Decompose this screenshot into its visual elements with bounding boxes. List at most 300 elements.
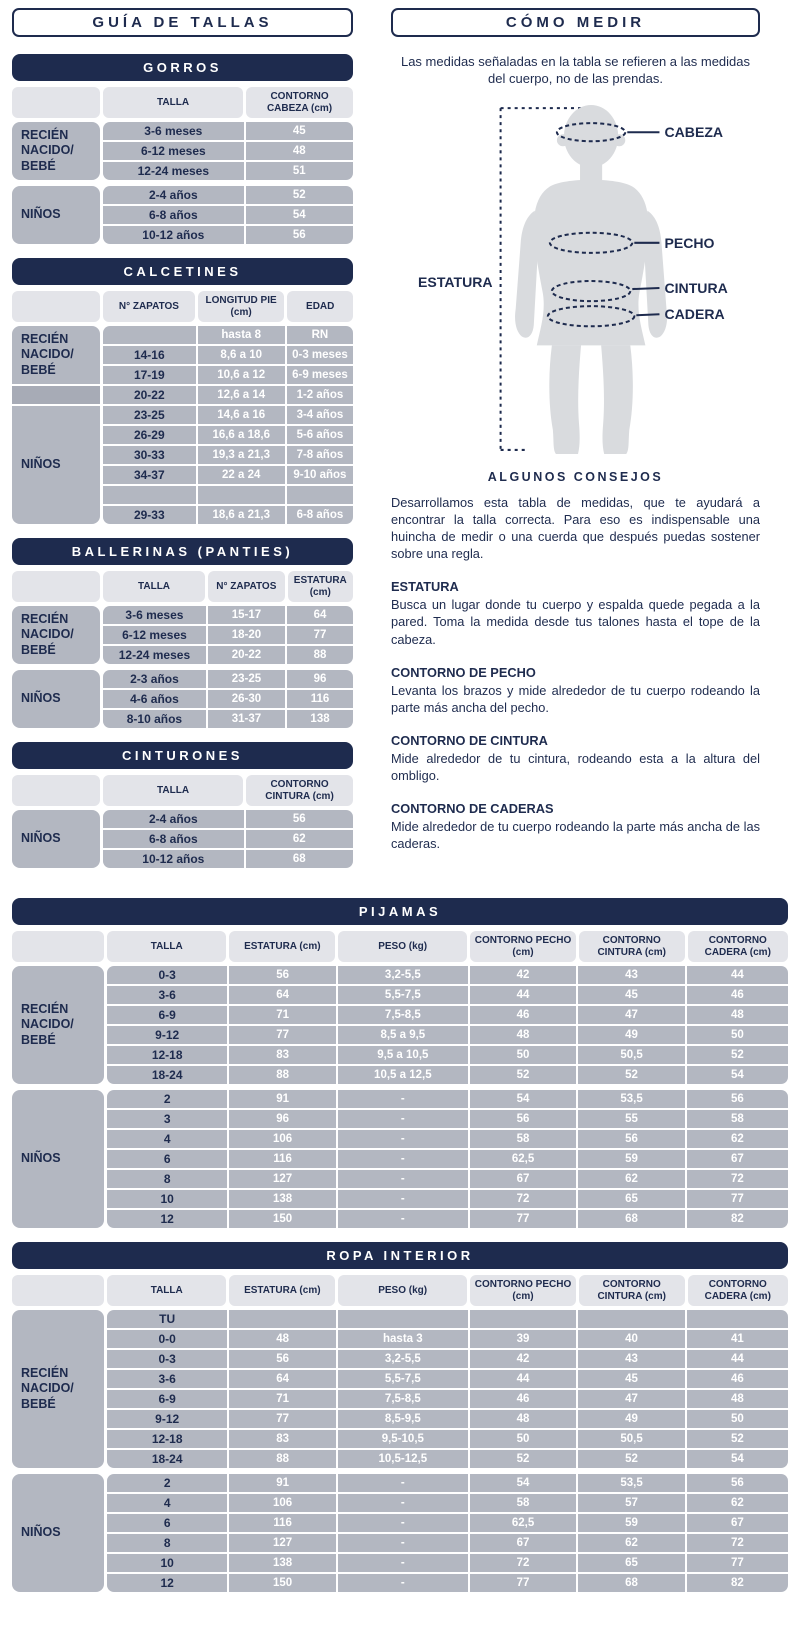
- table-cell: [338, 1310, 468, 1328]
- table-cell: 2-3 años: [103, 670, 206, 688]
- table-cell: 56: [229, 1350, 336, 1368]
- table-row: [107, 1026, 788, 1044]
- table-cell: 116: [229, 1514, 336, 1532]
- table-row: [107, 1370, 788, 1388]
- row-group-label-text: NIÑOS: [21, 691, 61, 706]
- table-cell: 52: [470, 1066, 577, 1084]
- table-cell: 34-37: [103, 466, 196, 484]
- table-cell: 0-3 meses: [287, 346, 353, 364]
- table-cell: 29-33: [103, 506, 196, 524]
- table-cell: 88: [229, 1450, 336, 1468]
- table-cell: 82: [687, 1210, 788, 1228]
- table-cell: 12: [107, 1210, 227, 1228]
- table-cell: 12: [107, 1574, 227, 1592]
- table-cell: 65: [578, 1190, 685, 1208]
- table-cell: 116: [229, 1150, 336, 1168]
- column-header: TALLA: [103, 775, 243, 806]
- table-row: [107, 1450, 788, 1468]
- table-cell: -: [338, 1170, 468, 1188]
- table-cell: 0-3: [107, 1350, 227, 1368]
- table-cell: 68: [578, 1210, 685, 1228]
- column-header: CONTORNO CADERA (cm): [688, 1275, 788, 1306]
- table-cell: 7-8 años: [287, 446, 353, 464]
- size-guide-title: GUÍA DE TALLAS: [12, 8, 353, 37]
- table-cell: 47: [578, 1006, 685, 1024]
- measure-section-text: Mide alrededor de tu cuerpo rodeando la parte más ancha de las caderas.: [391, 819, 760, 852]
- table-cell: 0-0: [107, 1330, 227, 1348]
- top-two-column-area: [12, 8, 788, 882]
- table-row: [103, 646, 353, 664]
- table-cell: 54: [246, 206, 353, 224]
- table-row-group: [12, 1474, 788, 1592]
- table-row-group: [12, 122, 353, 180]
- table-cell: 8,5-9,5: [338, 1410, 468, 1428]
- table-cell: 52: [246, 186, 353, 204]
- measure-section-text: Mide alrededor de tu cintura, rodeando esta a la altura del ombligo.: [391, 751, 760, 784]
- row-group-label-text: RECIÉN NACIDO/ BEBÉ: [21, 332, 74, 377]
- table-cell: 59: [578, 1514, 685, 1532]
- table-cell: 64: [229, 986, 336, 1004]
- table-cell: 3-6 meses: [103, 122, 244, 140]
- table-cell: 127: [229, 1534, 336, 1552]
- table-body: [107, 966, 788, 1084]
- table-cell: 10-12 años: [103, 226, 244, 244]
- table-cell: 42: [470, 1350, 577, 1368]
- row-group-label: [12, 1474, 104, 1592]
- table-cell: 56: [687, 1090, 788, 1108]
- table-cell: 54: [470, 1474, 577, 1492]
- table-cell: 71: [229, 1006, 336, 1024]
- table-cell: 56: [687, 1474, 788, 1492]
- table-calcetines: [12, 258, 353, 524]
- table-cell: 43: [578, 966, 685, 984]
- table-body: [103, 122, 353, 180]
- table-cell: 96: [287, 670, 353, 688]
- table-cell: 8,5 a 9,5: [338, 1026, 468, 1044]
- table-row: [107, 1190, 788, 1208]
- table-cell: 62,5: [470, 1514, 577, 1532]
- table-body: [103, 186, 353, 244]
- row-group-label-segment: [12, 326, 100, 384]
- table-cell: -: [338, 1210, 468, 1228]
- table-cell: 10,5 a 12,5: [338, 1066, 468, 1084]
- table-row: [107, 966, 788, 984]
- column-header: CONTORNO CINTURA (cm): [246, 775, 353, 806]
- table-cell: 106: [229, 1130, 336, 1148]
- table-cell: [578, 1310, 685, 1328]
- section-header-ropa_interior: ROPA INTERIOR: [12, 1242, 788, 1269]
- estatura-label: ESTATURA: [417, 273, 493, 290]
- column-header-blank: [12, 931, 104, 962]
- table-cell: 46: [687, 1370, 788, 1388]
- table-cell: 48: [470, 1026, 577, 1044]
- table-cell: 82: [687, 1574, 788, 1592]
- table-cell: 77: [229, 1026, 336, 1044]
- table-cell: 65: [578, 1554, 685, 1572]
- table-cell: 116: [287, 690, 353, 708]
- table-ropa-interior: [12, 1242, 788, 1592]
- table-cell: 77: [470, 1574, 577, 1592]
- table-cell: 67: [687, 1150, 788, 1168]
- table-row: [107, 1150, 788, 1168]
- table-cell: 6-8 años: [103, 206, 244, 224]
- table-cell: 88: [229, 1066, 336, 1084]
- table-row: [107, 1110, 788, 1128]
- table-cell: 138: [229, 1190, 336, 1208]
- table-header-row: [12, 775, 353, 806]
- table-cell: 3,2-5,5: [338, 966, 468, 984]
- table-cell: 6: [107, 1150, 227, 1168]
- table-cell: [687, 1310, 788, 1328]
- table-row: [103, 466, 353, 484]
- table-cell: 127: [229, 1170, 336, 1188]
- table-row: [103, 226, 353, 244]
- table-cell: 4-6 años: [103, 690, 206, 708]
- table-cell: 52: [578, 1450, 685, 1468]
- table-row: [103, 690, 353, 708]
- table-cell: 12-24 meses: [103, 646, 206, 664]
- table-cell: 20-22: [208, 646, 285, 664]
- table-row: [107, 1130, 788, 1148]
- table-cell: 138: [229, 1554, 336, 1572]
- table-cell: 50,5: [578, 1046, 685, 1064]
- left-column: [12, 8, 353, 882]
- table-cell: 96: [229, 1110, 336, 1128]
- table-cell: 56: [578, 1130, 685, 1148]
- table-row: [107, 1210, 788, 1228]
- table-row: [103, 670, 353, 688]
- table-cell: 6-8 años: [287, 506, 353, 524]
- table-row: [103, 446, 353, 464]
- table-cell: 6-9: [107, 1006, 227, 1024]
- column-header: PESO (kg): [338, 931, 467, 962]
- row-group-label-text: RECIÉN NACIDO/ BEBÉ: [21, 1002, 74, 1047]
- table-cell: 88: [287, 646, 353, 664]
- table-cell: 53,5: [578, 1090, 685, 1108]
- table-cell: -: [338, 1574, 468, 1592]
- measure-section-estatura: [391, 579, 760, 647]
- table-cell: [287, 486, 353, 504]
- table-cell: 31-37: [208, 710, 285, 728]
- table-cell: 46: [470, 1006, 577, 1024]
- table-cell: 5,5-7,5: [338, 986, 468, 1004]
- table-cell: 41: [687, 1330, 788, 1348]
- column-header: CONTORNO CABEZA (cm): [246, 87, 353, 118]
- row-group-label: [12, 122, 100, 180]
- table-cell: 19,3 a 21,3: [198, 446, 285, 464]
- row-group-label: [12, 966, 104, 1084]
- table-cell: 45: [578, 1370, 685, 1388]
- table-cell: 64: [229, 1370, 336, 1388]
- table-row: [107, 1574, 788, 1592]
- row-group-label-text: NIÑOS: [21, 1525, 61, 1540]
- cintura-label: CINTURA: [663, 279, 728, 296]
- measure-section-title: CONTORNO DE CADERAS: [391, 801, 554, 817]
- table-cell: 46: [687, 986, 788, 1004]
- table-cell: 43: [578, 1350, 685, 1368]
- column-header: TALLA: [107, 931, 226, 962]
- table-cell: 64: [287, 606, 353, 624]
- column-header-blank: [12, 291, 100, 322]
- table-row: [107, 1090, 788, 1108]
- table-cell: 50: [470, 1046, 577, 1064]
- table-row: [107, 1330, 788, 1348]
- row-group-label-segment: [12, 406, 100, 524]
- column-header: CONTORNO CADERA (cm): [688, 931, 788, 962]
- measure-section-title: ESTATURA: [391, 579, 459, 595]
- row-group-label-text: NIÑOS: [21, 831, 61, 846]
- table-cell: 3: [107, 1110, 227, 1128]
- table-cell: 77: [470, 1210, 577, 1228]
- table-body: [103, 606, 353, 664]
- row-group-label: [12, 1310, 104, 1468]
- section-header-cinturones: CINTURONES: [12, 742, 353, 769]
- row-group-label-text: RECIÉN NACIDO/ BEBÉ: [21, 612, 74, 657]
- column-header: ESTATURA (cm): [229, 931, 335, 962]
- column-header: CONTORNO PECHO (cm): [470, 1275, 576, 1306]
- row-group-label: [12, 606, 100, 664]
- table-cell: 48: [687, 1006, 788, 1024]
- section-header-ballerinas: BALLERINAS (PANTIES): [12, 538, 353, 565]
- table-cell: 51: [246, 162, 353, 180]
- column-header-blank: [12, 87, 100, 118]
- column-header: N° ZAPATOS: [103, 291, 195, 322]
- table-row: [107, 1350, 788, 1368]
- table-row: [107, 986, 788, 1004]
- table-cell: 12-18: [107, 1046, 227, 1064]
- table-row: [107, 1170, 788, 1188]
- table-cell: 15-17: [208, 606, 285, 624]
- table-cell: 45: [578, 986, 685, 1004]
- table-cell: RN: [287, 326, 353, 344]
- table-row: [103, 206, 353, 224]
- table-row: [103, 506, 353, 524]
- row-group-label: [12, 670, 100, 728]
- table-row: [107, 1066, 788, 1084]
- table-row-group: [12, 606, 353, 664]
- table-cell: 3-6: [107, 986, 227, 1004]
- column-header: EDAD: [287, 291, 353, 322]
- table-cell: 44: [687, 966, 788, 984]
- table-cell: 18,6 a 21,3: [198, 506, 285, 524]
- table-row: [103, 830, 353, 848]
- table-cell: [198, 486, 285, 504]
- table-row-group: [12, 326, 353, 524]
- column-header: CONTORNO CINTURA (cm): [579, 931, 685, 962]
- column-header: TALLA: [107, 1275, 226, 1306]
- table-row: [103, 850, 353, 868]
- table-cell: 4: [107, 1494, 227, 1512]
- row-group-label: [12, 1090, 104, 1228]
- table-cell: 52: [687, 1046, 788, 1064]
- table-row-group: [12, 1310, 788, 1468]
- table-cell: 26-30: [208, 690, 285, 708]
- table-cell: 22 a 24: [198, 466, 285, 484]
- table-header-row: [12, 87, 353, 118]
- table-cell: 20-22: [103, 386, 196, 404]
- table-row: [103, 142, 353, 160]
- table-cell: 9,5-10,5: [338, 1430, 468, 1448]
- table-body: [107, 1474, 788, 1592]
- table-cell: -: [338, 1554, 468, 1572]
- table-row: [103, 386, 353, 404]
- table-cell: 77: [687, 1190, 788, 1208]
- table-row: [103, 366, 353, 384]
- table-cell: 44: [470, 1370, 577, 1388]
- table-cell: 9-12: [107, 1410, 227, 1428]
- table-cell: 56: [246, 226, 353, 244]
- table-cell: -: [338, 1150, 468, 1168]
- table-row-group: [12, 670, 353, 728]
- table-cell: 62: [687, 1130, 788, 1148]
- table-row: [103, 122, 353, 140]
- table-cell: 17-19: [103, 366, 196, 384]
- table-cell: 62: [246, 830, 353, 848]
- row-group-label: [12, 326, 100, 524]
- table-cell: 52: [470, 1450, 577, 1468]
- table-row: [107, 1514, 788, 1532]
- row-group-label-text: NIÑOS: [21, 1151, 61, 1166]
- table-cell: 2-4 años: [103, 186, 244, 204]
- table-cell: 3-6: [107, 1370, 227, 1388]
- table-cell: 54: [687, 1450, 788, 1468]
- table-cell: -: [338, 1090, 468, 1108]
- table-cell: 10: [107, 1190, 227, 1208]
- table-cell: 3-6 meses: [103, 606, 206, 624]
- table-cell: 14-16: [103, 346, 196, 364]
- table-cell: 77: [287, 626, 353, 644]
- table-cell: 23-25: [208, 670, 285, 688]
- table-cell: 72: [470, 1190, 577, 1208]
- table-row: [103, 626, 353, 644]
- table-row: [107, 1390, 788, 1408]
- table-cell: TU: [107, 1310, 227, 1328]
- table-row-group: [12, 810, 353, 868]
- table-cell: 6: [107, 1514, 227, 1532]
- table-row-group: [12, 186, 353, 244]
- table-cell: 72: [687, 1170, 788, 1188]
- table-cell: 8: [107, 1534, 227, 1552]
- table-cell: 30-33: [103, 446, 196, 464]
- table-cell: 12-18: [107, 1430, 227, 1448]
- table-cell: 8,6 a 10: [198, 346, 285, 364]
- table-row: [107, 1410, 788, 1428]
- table-cell: 50,5: [578, 1430, 685, 1448]
- table-cell: 77: [229, 1410, 336, 1428]
- table-row: [103, 710, 353, 728]
- table-cell: 40: [578, 1330, 685, 1348]
- table-cell: -: [338, 1190, 468, 1208]
- table-cell: [103, 486, 196, 504]
- column-header: ESTATURA (cm): [288, 571, 353, 602]
- table-cell: 3-4 años: [287, 406, 353, 424]
- table-cell: 59: [578, 1150, 685, 1168]
- table-cell: 68: [246, 850, 353, 868]
- table-row: [107, 1474, 788, 1492]
- table-cell: 57: [578, 1494, 685, 1512]
- table-body: [103, 810, 353, 868]
- table-header-row: [12, 1275, 788, 1306]
- table-row: [103, 406, 353, 424]
- table-cell: 138: [287, 710, 353, 728]
- section-header-gorros: GORROS: [12, 54, 353, 81]
- table-row: [107, 1494, 788, 1512]
- table-cell: 10: [107, 1554, 227, 1572]
- table-cell: 62: [578, 1170, 685, 1188]
- table-cell: 23-25: [103, 406, 196, 424]
- table-cell: 1-2 años: [287, 386, 353, 404]
- measure-section-text: Levanta los brazos y mide alrededor de tu cuerpo rodeando la parte más ancha del pecho.: [391, 682, 760, 715]
- table-cell: 6-8 años: [103, 830, 244, 848]
- table-cell: 2: [107, 1090, 227, 1108]
- table-row: [107, 1046, 788, 1064]
- table-cell: 83: [229, 1046, 336, 1064]
- table-cell: 53,5: [578, 1474, 685, 1492]
- table-row: [103, 186, 353, 204]
- table-row: [103, 486, 353, 504]
- table-header-row: [12, 291, 353, 322]
- table-cell: 44: [470, 986, 577, 1004]
- table-cell: 2-4 años: [103, 810, 244, 828]
- table-row-group: [12, 966, 788, 1084]
- how-to-measure-title: CÓMO MEDIR: [391, 8, 760, 37]
- column-header: PESO (kg): [338, 1275, 467, 1306]
- table-row: [103, 426, 353, 444]
- body-diagram-svg: [400, 94, 752, 461]
- cadera-label: CADERA: [663, 306, 725, 323]
- column-header-blank: [12, 1275, 104, 1306]
- table-body: [107, 1090, 788, 1228]
- table-cell: 150: [229, 1574, 336, 1592]
- table-cell: 58: [470, 1494, 577, 1512]
- table-cell: 67: [470, 1170, 577, 1188]
- table-cell: 2: [107, 1474, 227, 1492]
- table-cell: 18-24: [107, 1450, 227, 1468]
- table-cell: 6-12 meses: [103, 142, 244, 160]
- column-header: CONTORNO PECHO (cm): [470, 931, 576, 962]
- full-width-tables: [12, 898, 788, 1592]
- how-to-measure-column: [391, 8, 788, 882]
- cabeza-label: CABEZA: [663, 124, 723, 141]
- column-header: ESTATURA (cm): [229, 1275, 335, 1306]
- table-cell: 71: [229, 1390, 336, 1408]
- table-row: [103, 346, 353, 364]
- table-header-row: [12, 931, 788, 962]
- table-row: [107, 1310, 788, 1328]
- table-cell: 91: [229, 1474, 336, 1492]
- measure-section-cintura: [391, 733, 760, 784]
- row-group-label-text: [12, 392, 25, 398]
- table-row: [107, 1554, 788, 1572]
- table-cell: -: [338, 1130, 468, 1148]
- column-header: LONGITUD PIE (cm): [198, 291, 285, 322]
- table-cell: 68: [578, 1574, 685, 1592]
- pecho-label: PECHO: [663, 234, 714, 251]
- table-cell: 9,5 a 10,5: [338, 1046, 468, 1064]
- table-cell: -: [338, 1474, 468, 1492]
- table-row: [107, 1430, 788, 1448]
- table-cell: 54: [470, 1090, 577, 1108]
- table-cell: 44: [687, 1350, 788, 1368]
- table-cell: 50: [687, 1410, 788, 1428]
- table-cell: 7,5-8,5: [338, 1390, 468, 1408]
- row-group-label-text: NIÑOS: [21, 457, 61, 472]
- table-cell: 72: [687, 1534, 788, 1552]
- column-header-blank: [12, 775, 100, 806]
- table-cell: 18-20: [208, 626, 285, 644]
- measure-section-pecho: [391, 665, 760, 716]
- table-cell: 55: [578, 1110, 685, 1128]
